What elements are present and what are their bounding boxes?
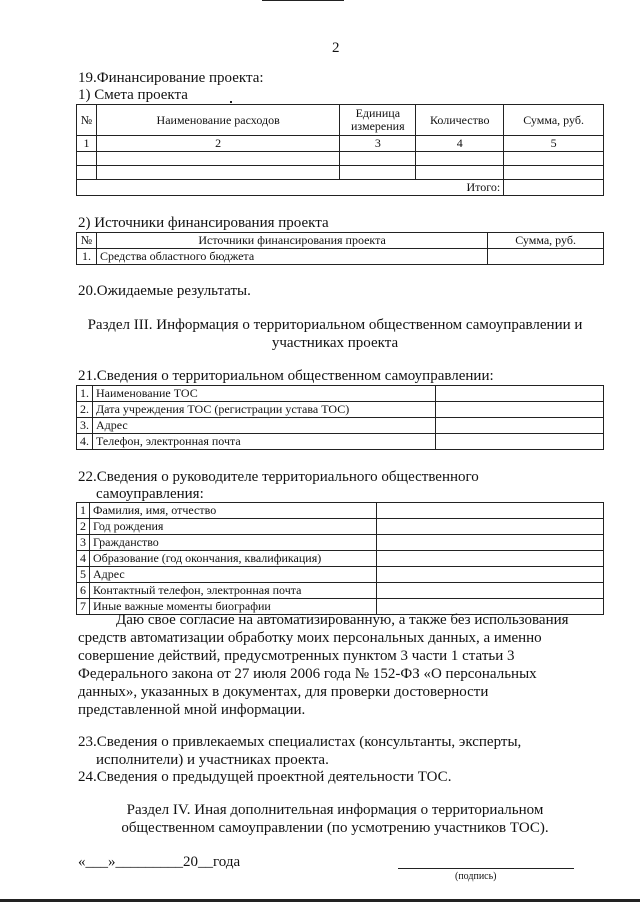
section-22-heading-line1: 22.Сведения о руководителе территориального общественного (78, 469, 479, 485)
table-row (77, 503, 604, 519)
funding-row-number: 1. (77, 249, 97, 265)
table-row (77, 166, 604, 180)
col-header-unit: Единица измерения (340, 105, 416, 136)
section-19-heading: 19.Финансирование проекта: (78, 70, 264, 86)
col-number-2: 2 (96, 136, 339, 152)
col-header-expense-name: Наименование расходов (96, 105, 339, 136)
col-number-5: 5 (504, 136, 604, 152)
total-value-cell (504, 180, 604, 196)
table-row (77, 535, 604, 551)
section-4-title-line2: общественном самоуправлении (по усмотрению участников ТОС). (121, 820, 549, 836)
table-row (77, 402, 604, 418)
consent-line-1: Даю свое согласие на автоматизированную, а также без использования (116, 612, 569, 628)
funding-sources-table (76, 232, 604, 265)
page-number: 2 (332, 40, 340, 56)
section-22-heading-line2: самоуправления: (96, 486, 204, 502)
leader-row-label: Иные важные моменты биографии (90, 599, 377, 615)
leader-row-number: 2 (77, 519, 90, 535)
col-number-4: 4 (416, 136, 504, 152)
table-row (77, 583, 604, 599)
funding-col-sum: Сумма, руб. (488, 233, 604, 249)
tos-row-number: 1. (77, 386, 93, 402)
estimate-subheading: 1) Смета проекта (78, 87, 188, 103)
consent-line-5: данных», указанных в документах, для проверки достоверности (78, 684, 489, 700)
leader-row-number: 5 (77, 567, 90, 583)
funding-col-source: Источники финансирования проекта (96, 233, 487, 249)
section-23-heading-line2: исполнители) и участниках проекта. (96, 752, 329, 768)
consent-line-2: средств автоматизации обработку моих персональных данных, а именно (78, 630, 542, 646)
signature-caption: (подпись) (455, 871, 497, 882)
section-23-heading-line1: 23.Сведения о привлекаемых специалистах (консультанты, эксперты, (78, 734, 522, 750)
leader-row-number: 7 (77, 599, 90, 615)
tos-row-number: 4. (77, 434, 93, 450)
leader-info-table (76, 502, 604, 615)
table-row (77, 567, 604, 583)
section-4-title-line1: Раздел IV. Иная дополнительная информация о территориальном (126, 802, 544, 818)
tos-row-label: Адрес (93, 418, 436, 434)
table-row (77, 434, 604, 450)
date-line: «___»_________20__года (78, 854, 241, 870)
funding-col-number: № (77, 233, 97, 249)
tos-row-label: Дата учреждения ТОС (регистрации устава ТОС) (93, 402, 436, 418)
section-3-title-line2: участниках проекта (271, 335, 399, 351)
section-20-heading: 20.Ожидаемые результаты. (78, 283, 251, 299)
table-row (77, 386, 604, 402)
section-3-title-line1: Раздел III. Информация о территориальном общественном самоуправлении и (87, 317, 583, 333)
tos-row-label: Наименование ТОС (93, 386, 436, 402)
leader-row-label: Образование (год окончания, квалификация) (90, 551, 377, 567)
table-row (77, 152, 604, 166)
tos-row-number: 3. (77, 418, 93, 434)
table-row (77, 418, 604, 434)
section-24-heading: 24.Сведения о предыдущей проектной деятельности ТОС. (78, 769, 452, 785)
consent-line-3: совершение действий, предусмотренных пунктом 3 части 1 статьи 3 (78, 648, 515, 664)
estimate-table (76, 104, 604, 196)
col-number-1: 1 (77, 136, 97, 152)
tos-info-table (76, 385, 604, 450)
signature-line (398, 868, 574, 869)
consent-line-4: Федерального закона от 27 июля 2006 года № 152-ФЗ «О персональных (78, 666, 537, 682)
funding-sources-subheading: 2) Источники финансирования проекта (78, 215, 329, 231)
dot-mark (230, 101, 232, 103)
leader-row-number: 1 (77, 503, 90, 519)
leader-row-label: Год рождения (90, 519, 377, 535)
leader-row-label: Адрес (90, 567, 377, 583)
leader-row-number: 3 (77, 535, 90, 551)
total-label: Итого: (77, 180, 504, 196)
col-header-sum: Сумма, руб. (504, 105, 604, 136)
leader-row-number: 6 (77, 583, 90, 599)
table-row (77, 551, 604, 567)
consent-line-6: представленной мной информации. (78, 702, 306, 718)
leader-row-label: Гражданство (90, 535, 377, 551)
col-number-3: 3 (340, 136, 416, 152)
section-21-heading: 21.Сведения о территориальном общественном самоуправлении: (78, 368, 494, 384)
top-rule (262, 0, 344, 1)
col-header-quantity: Количество (416, 105, 504, 136)
leader-row-label: Контактный телефон, электронная почта (90, 583, 377, 599)
table-row (77, 519, 604, 535)
tos-row-label: Телефон, электронная почта (93, 434, 436, 450)
tos-row-number: 2. (77, 402, 93, 418)
col-header-number: № (77, 105, 97, 136)
funding-row-sum (488, 249, 604, 265)
funding-row-source: Средства областного бюджета (96, 249, 487, 265)
leader-row-number: 4 (77, 551, 90, 567)
bottom-rule (0, 899, 640, 902)
leader-row-label: Фамилия, имя, отчество (90, 503, 377, 519)
